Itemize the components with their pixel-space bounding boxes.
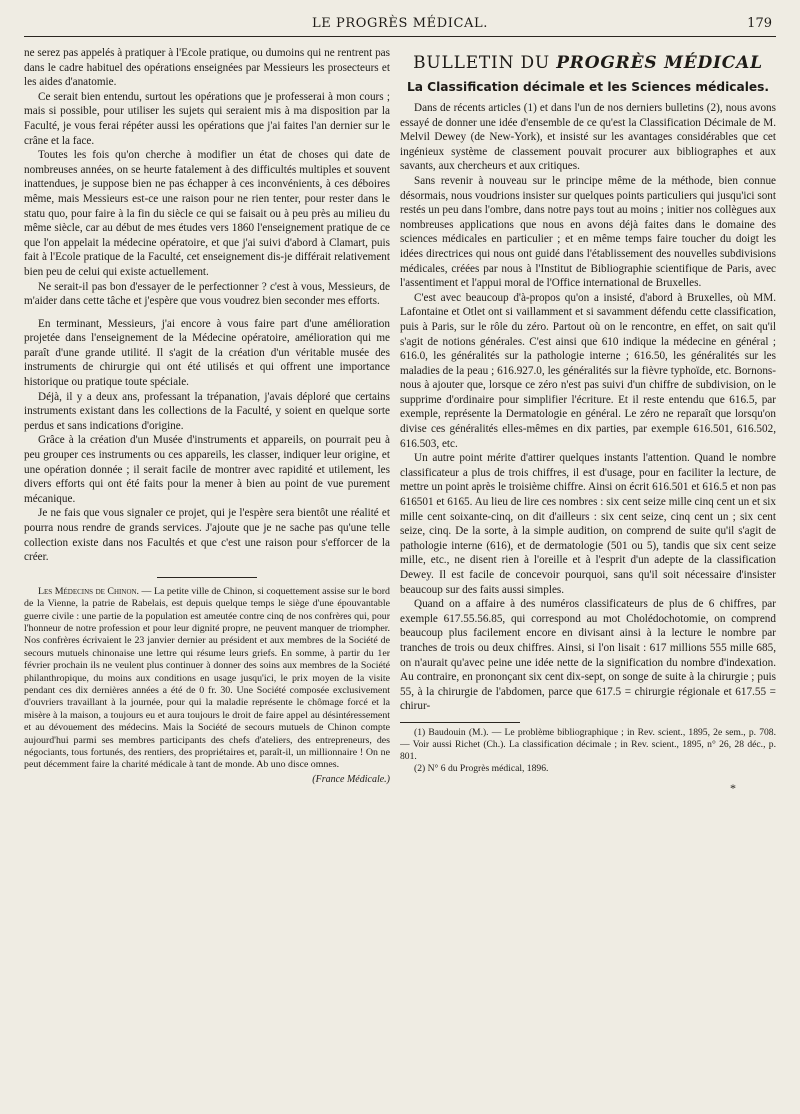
paragraph: Sans revenir à nouveau sur le principe même de la méthode, bien connue désormais, nous voudrions insister sur quelques points particuliers qui jusqu'ici sont restés un peu dans l'ombre, dans notre pays tout au moins ; initier nos collègues aux nombreuses applications que nous en avons déjà faites dans le domaine des sciences médicales en particulier ; et en même temps faire toucher du doigt les idées directrices qui nous ont guidé dans l'établissement des nouvelles subdivisions médicales, créées par nous à l'Institut de Bibliographie scientifique de Paris, avec l'assentiment et l'appui moral de l'Office international de Bruxelles. xyxy=(400,174,776,290)
section-divider xyxy=(157,577,257,578)
footnote: (1) Baudouin (M.). — Le problème bibliographique ; in Rev. scient., 1895, 2e sem., p. 708. — Voir aussi Richet (Ch.). La classification décimale ; in Rev. scient., 1895, n° 26, 28 déc., p. 801. xyxy=(400,726,776,762)
paragraph: Dans de récents articles (1) et dans l'un de nos derniers bulletins (2), nous avons essayé de donner une idée d'ensemble de ce qu'est la Classification Décimale de M. Melvil Dewey (de New-York), et insisté sur les avantages considérables que cet ingénieux système de classement pouvait procurer aux bibliographes et aux savants, aux chercheurs et aux critiques. xyxy=(400,102,776,173)
page-header xyxy=(24,10,776,37)
bulletin-title-prefix: BULLETIN DU xyxy=(413,53,557,73)
bulletin-title xyxy=(400,52,776,74)
paragraph: Je ne fais que vous signaler ce projet, qui je l'espère sera bientôt une réalité et pourra nous rendre de grands services. J'ajoute que je ne sache pas qu'une telle collection existe dans nos Facultés et que c'est une raison pour s'efforcer de la créer. xyxy=(24,507,390,564)
running-head: LE PROGRÈS MÉDICAL. xyxy=(311,16,488,31)
paragraph: C'est avec beaucoup d'à-propos qu'on a insisté, d'abord à Bruxelles, où MM. Lafontaine et Otlet ont si vaillamment et si savamment défendu cette classification, puis à Paris, sur le rôle du zéro. Partout où on le rencontre, en effet, on sait qu'il s'agit de notions générales. C'est ainsi que 610 indique la médecine en général ; 616.0, les généralités sur la pathologie interne ; 616.50, les généralités sur les maladies de la peau ; 616.927.0, les généralités sur la fièvre typhoïde, etc. Bornons-nous à ajouter que, lorsque ce zéro n'est pas suivi d'un chiffre de subdivision, on le supprime d'ordinaire pour simplifier l'écriture. Et il reste entendu que 616.5, par exemple, représente la Dermatologie en général. Le zéro ne reparaît que lorsqu'on divise ces généralités elles-mêmes en dix parties, par exemple 616.501, 616.502, 616.503, etc. xyxy=(400,291,776,450)
left-column xyxy=(24,46,390,1106)
footnote: (2) N° 6 du Progrès médical, 1896. xyxy=(414,762,549,774)
footnote-rule xyxy=(400,722,520,723)
page-number: 179 xyxy=(747,16,772,31)
paragraph: Toutes les fois qu'on cherche à modifier un état de choses qui date de nombreuses années, on se heurte fatalement à des difficultés multiples et souvent inattendues, je suppose bien ne pas échapper à ces inconvénients, à ces déboires même, mais Messieurs est-ce une raison pour ne rien tenter, pour rester dans le statu quo, pour faire à la fin du siècle ce qui se faisait ou à peu près au milieu du même siècle, car au début de mes études vers 1860 l'enseignement pratique de ce que l'on appelait la médecine opératoire, et que j'ai suivi d'abord à Clamart, puis fait à l'Ecole pratique de la Faculté, cet enseignement dis-je différait relativement bien peu de celui qui existe actuellement. xyxy=(24,149,390,278)
article-title: La Classification décimale et les Sciences médicales. xyxy=(406,80,770,94)
news-note-source: (France Médicale.) xyxy=(312,773,390,785)
end-mark: * xyxy=(730,780,736,795)
bulletin-title-journal: PROGRÈS MÉDICAL xyxy=(556,53,763,73)
paragraph: Déjà, il y a deux ans, professant la trépanation, j'avais déploré que certains instruments existant dans les collections de la Faculté, y soient en quelque sorte perdus et sans indications d'origine. xyxy=(24,390,390,432)
news-note xyxy=(24,586,390,772)
paragraph: Grâce à la création d'un Musée d'instruments et appareils, on pourrait peu à peu grouper ces instruments ou ces appareils, les classer, indiquer leur origine, et une opération donnée ; il serait facile de montrer avec rapidité et utilement, les divers efforts qui ont été faits pour la mener à bien au point de vue purement mécanique. xyxy=(24,434,390,505)
paragraph: Quand on a affaire à des numéros classificateurs de plus de 6 chiffres, par exemple 617.55.56.85, qui correspond au mot Cholédochotomie, on comprend beaucoup plus facilement encore en divisant ainsi à la lecture le nombre par tranches de trois ou deux chiffres. Ainsi, si l'on lisait : 617 millions 555 mille 685, on n'aurait qu'avec peine une idée nette de la signification du nombre d'indexation. Au contraire, en prononçant six cent dix-sept, on songe de suite à la chirurgie ; puis 55, à la chirurgie de l'abdomen, parce que 617.5 = chirurgie régionale et 617.55 = chirur- xyxy=(400,598,776,713)
paragraph: ne serez pas appelés à pratiquer à l'Ecole pratique, ou dumoins qui ne rentrent pas dans le cadre habituel des opérations enseignées par Messieurs les prosecteurs et les aides d'anatomie. xyxy=(24,47,390,89)
paragraph: En terminant, Messieurs, j'ai encore à vous faire part d'une amélioration projetée dans l'enseignement de la Médecine opératoire, amélioration qui me paraît d'une grande utilité. Il s'agit de la création d'un véritable musée des instruments de chirurgie qui ont été utilisés et qui offrent une importance historique ou pratique toute spéciale. xyxy=(24,317,390,389)
paragraph: Ce serait bien entendu, surtout les opérations que je professerai à mon cours ; mais si possible, pour utiliser les sujets qui seraient mis à ma disposition par la Faculté, je vous ferai répéter aussi les opérations que j'ai faites l'an dernier sur le crâne et la face. xyxy=(24,90,390,147)
paragraph: Un autre point mérite d'attirer quelques instants l'attention. Quand le nombre classificateur a plus de trois chiffres, il est d'usage, pour en faciliter la lecture, de mettre un point après le troisième chiffre. Ainsi on écrit 616.501 et 616.5 et non pas 616501 et 6165. Au lieu de lire ces nombres : six cent seize mille cinq cent un et six mille cent soixante-cinq, on dit d'ailleurs : six cent seize, cinq cent un ; six cent seize, cinq. De la sorte, à la simple audition, on comprend de suite qu'il s'agit de pathologie interne (616), et de dermatologie (501 ou 5), tandis que six cent seize mille, etc., ne disent rien à l'oreille et à l'esprit d'un adepte de la classification Dewey. Il est facile de concevoir pourquoi, sans qu'il soit nécessaire d'insister beaucoup sur des faits aussi simples. xyxy=(400,452,776,596)
paragraph: Ne serait-il pas bon d'essayer de le perfectionner ? c'est à vous, Messieurs, de m'aider dans cette tâche et j'espère que vous voudrez bien seconder mes efforts. xyxy=(24,280,390,308)
right-column xyxy=(400,46,776,1106)
news-note-text: — La petite ville de Chinon, si coquettement assise sur le bord de la Vienne, la patrie de Rabelais, est depuis quelque temps le siège d'une épouvantable guerre civile : une partie de la population est ameutée contre cinq de nos confrères qui, pour l'honneur de notre profession et pour leur dignité propre, ne peuvent manquer de triompher. Nos confrères écrivaient le 23 janvier dernier au président et aux membres de la Société de secours mutuels chinonaise une lettre qui résume leurs griefs. En somme, à partir du 1er février prochain ils ne veulent plus continuer à donner des soins aux membres de la Société philanthropique, du moins aux conditions en usage jusqu'ici, le prix moyen de la visite pendant ces dix dernières années a été de 0 fr. 30. Une Société composée exclusivement d'ouvriers travaillant à la journée, pour qui la maladie représente le chômage forcé et la misère à la maison, a toujours eu et aura toujours le droit de faire appel au désintéressement et au dévouement des médecins. Mais la Société de secours mutuels de Chinon compte aujourd'hui parmi ses membres participants des chefs d'ateliers, des entrepreneurs, des négociants, tous fortunés, des rentiers, des propriétaires et, paraît-il, un millionnaire ! On ne peut décemment faire la charité médicale à tant de monde. Ab uno disce omnes. xyxy=(24,585,390,771)
news-note-label: Les Médecins de Chinon. xyxy=(38,585,140,597)
